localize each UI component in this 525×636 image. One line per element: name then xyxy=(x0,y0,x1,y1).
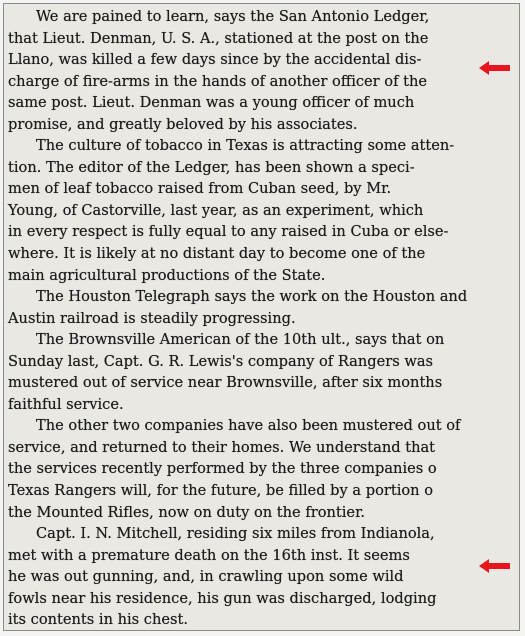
article-line: Sunday last, Capt. G. R. Lewis's company of Rangers was xyxy=(8,352,434,370)
article-line: service, and returned to their homes. We understand that xyxy=(8,438,436,456)
article-line: charge of fire-arms in the hands of another officer of the xyxy=(8,72,428,90)
article-line: faithful service. xyxy=(8,395,124,413)
article-line: fowls near his residence, his gun was discharged, lodging xyxy=(8,589,437,607)
article-column xyxy=(8,6,474,630)
article-line: Texas Rangers will, for the future, be filled by a portion o xyxy=(8,482,433,500)
article-line: The culture of tobacco in Texas is attracting some atten- xyxy=(36,137,455,155)
article-line: Llano, was killed a few days since by the accidental dis- xyxy=(8,51,422,69)
article-line: that Lieut. Denman, U. S. A., stationed at the post on the xyxy=(8,29,429,47)
article-line: he was out gunning, and, in crawling upon some wild xyxy=(8,568,404,586)
article-line: Austin railroad is steadily progressing. xyxy=(8,309,296,327)
article-line: The Brownsville American of the 10th ult., says that on xyxy=(36,331,445,349)
article-line: tion. The editor of the Ledger, has been shown a speci- xyxy=(8,158,415,176)
article-line: We are pained to learn, says the San Antonio Ledger, xyxy=(36,8,430,25)
article-line: the Mounted Rifles, now on duty on the frontier. xyxy=(8,503,366,521)
left-arrow-icon xyxy=(478,60,511,76)
article-line: promise, and greatly beloved by his associates. xyxy=(8,115,358,133)
article-line: in every respect is fully equal to any raised in Cuba or else- xyxy=(8,223,449,241)
article-line: where. It is likely at no distant day to become one of the xyxy=(8,245,426,263)
article-line: met with a premature death on the 16th inst. It seems xyxy=(8,546,410,564)
article-line: its contents in his chest. xyxy=(8,611,189,629)
article-line: The other two companies have also been mustered out of xyxy=(36,417,461,435)
article-line: Capt. I. N. Mitchell, residing six miles from Indianola, xyxy=(36,525,435,543)
left-arrow-icon xyxy=(478,558,511,574)
article-line: men of leaf tobacco raised from Cuban seed, by Mr. xyxy=(8,180,392,198)
article-line: mustered out of service near Brownsville, after six months xyxy=(8,374,443,392)
article-line: The Houston Telegraph says the work on the Houston and xyxy=(36,288,468,306)
article-line: Young, of Castorville, last year, as an experiment, which xyxy=(8,201,424,219)
newspaper-clipping xyxy=(3,3,520,631)
article-line: main agricultural productions of the State. xyxy=(8,266,326,284)
article-line: same post. Lieut. Denman was a young officer of much xyxy=(8,94,415,112)
article-line: the services recently performed by the three companies o xyxy=(8,460,437,478)
